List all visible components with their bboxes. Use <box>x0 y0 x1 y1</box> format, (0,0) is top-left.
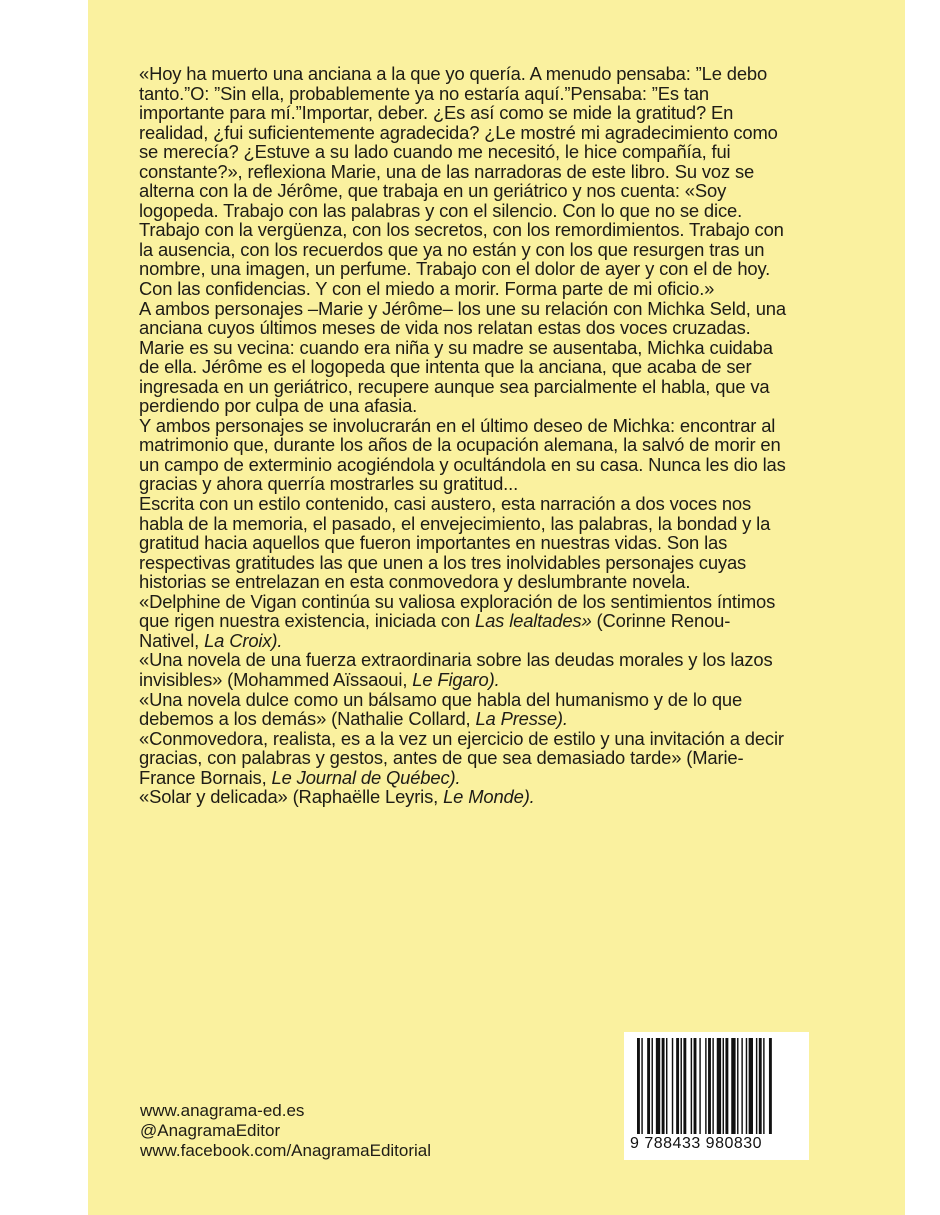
blurb-paragraph-3: Y ambos personajes se involucrarán en el último deseo de Michka: encontrar al matrimonio que, durante los años de la ocupación alemana, la salvó de morir en un campo de exterminio acogiéndola y ocultándola en su casa. Nunca les dio las gracias y ahora querría mostrarles su gratitud... <box>139 414 786 495</box>
barcode-bar <box>759 1038 762 1134</box>
barcode-bar <box>652 1038 653 1134</box>
barcode-bar <box>749 1038 753 1134</box>
isbn-digits: 9 788433 980830 <box>630 1135 763 1152</box>
barcode-bar <box>672 1038 673 1134</box>
barcode-bar <box>681 1038 682 1134</box>
barcode-bar <box>731 1038 735 1134</box>
blurb-paragraph-1: «Hoy ha muerto una anciana a la que yo quería. A menudo pensaba: ”Le debo tanto.”O: ”Sin ella, probablemente ya no estaría aquí.”Pensaba: ”Es tan importante para mí.”Importar, deber. ¿Es así como se mide la gratitud? En realidad, ¿fui suficientemente agradecida? ¿Le mostré mi agradecimiento como se merecía? ¿Estuve a su lado cuando me necesitó, le hice compañía, fui constante?», reflexiona Marie, una de las narradoras de este libro. Su voz se alterna con la de Jérôme, que trabaja en un geriátrico y nos cuenta: «Soy logopeda. Trabajo con las palabras y con el silencio. Con lo que no se dice. Trabajo con la vergüenza, con los secretos, con los remordimientos. Trabajo con la ausencia, con los recuerdos que ya no están y con los que resurgen tras un nombre, una imagen, un perfume. Trabajo con el dolor de ayer y con el de hoy. Con las confidencias. Y con el miedo a morir. Forma parte de mi oficio.» <box>139 63 784 300</box>
barcode-bar <box>662 1038 665 1134</box>
barcode-bar <box>666 1038 667 1134</box>
barcode-bar <box>691 1038 692 1134</box>
barcode-bar <box>708 1038 711 1134</box>
twitter-handle[interactable]: @AnagramaEditor <box>140 1121 281 1140</box>
barcode-bar <box>683 1038 686 1134</box>
barcode-bar <box>769 1038 772 1134</box>
barcode-bar <box>725 1038 728 1134</box>
barcode-bar <box>737 1038 738 1134</box>
barcode <box>624 1032 809 1160</box>
barcode-bar <box>712 1038 713 1134</box>
barcode-bar <box>705 1038 706 1134</box>
barcode-bar <box>647 1038 650 1134</box>
barcode-bar <box>723 1038 724 1134</box>
review-quote: «Una novela de una fuerza extraordinaria sobre las deudas morales y los lazos invisibles» (Mohammed Aïssaoui, Le Figaro). <box>139 649 773 690</box>
blurb-paragraph-4: Escrita con un estilo contenido, casi austero, esta narración a dos voces nos habla de la memoria, el pasado, el envejecimiento, las palabras, la bondad y la gratitud hacia aquellos que fueron importantes en nuestras vidas. Son las respectivas gratitudes las que unen a los tres inolvidables personajes cuyas historias se entrelazan en esta conmovedora y deslumbrante novela. <box>139 493 771 593</box>
barcode-bar <box>756 1038 757 1134</box>
website-link[interactable]: www.anagrama-ed.es <box>140 1101 305 1120</box>
review-quote: «Conmovedora, realista, es a la vez un ejercicio de estilo y una invitación a decir gracias, con palabras y gestos, antes de que sea demasiado tarde» (Marie-France Bornais, Le Journal de Québec). <box>139 727 784 788</box>
barcode-bar <box>676 1038 679 1134</box>
barcode-bar <box>741 1038 742 1134</box>
facebook-link[interactable]: www.facebook.com/AnagramaEditorial <box>140 1141 432 1160</box>
review-quote: «Solar y delicada» (Raphaëlle Leyris, Le Monde). <box>139 786 535 808</box>
barcode-bar <box>717 1038 721 1134</box>
barcode-bar <box>699 1038 700 1134</box>
barcode-bars <box>637 1038 797 1134</box>
blurb-paragraph-2: A ambos personajes –Marie y Jérôme– los une su relación con Michka Seld, una anciana cuyos últimos meses de vida nos relatan estas dos voces cruzadas. Marie es su vecina: cuando era niña y su madre se ausentaba, Michka cuidaba de ella. Jérôme es el logopeda que intenta que la anciana, que acaba de ser ingresada en un geriátrico, recupere aunque sea parcialmente el habla, que va perdiendo por culpa de una afasia. <box>139 297 786 417</box>
barcode-bar <box>656 1038 660 1134</box>
barcode-bar <box>641 1038 642 1134</box>
barcode-bar <box>694 1038 697 1134</box>
review-quote: «Delphine de Vigan continúa su valiosa exploración de los sentimientos íntimos que rigen nuestra existencia, iniciada con Las lealtades» (Corinne Renou-Nativel, La Croix). <box>139 590 776 651</box>
barcode-bar <box>763 1038 764 1134</box>
publisher-links <box>140 1101 431 1161</box>
blurb-text <box>139 64 789 807</box>
barcode-bar <box>637 1038 640 1134</box>
barcode-bar <box>746 1038 747 1134</box>
review-quote: «Una novela dulce como un bálsamo que habla del humanismo y de lo que debemos a los demás» (Nathalie Collard, La Presse). <box>139 688 743 730</box>
